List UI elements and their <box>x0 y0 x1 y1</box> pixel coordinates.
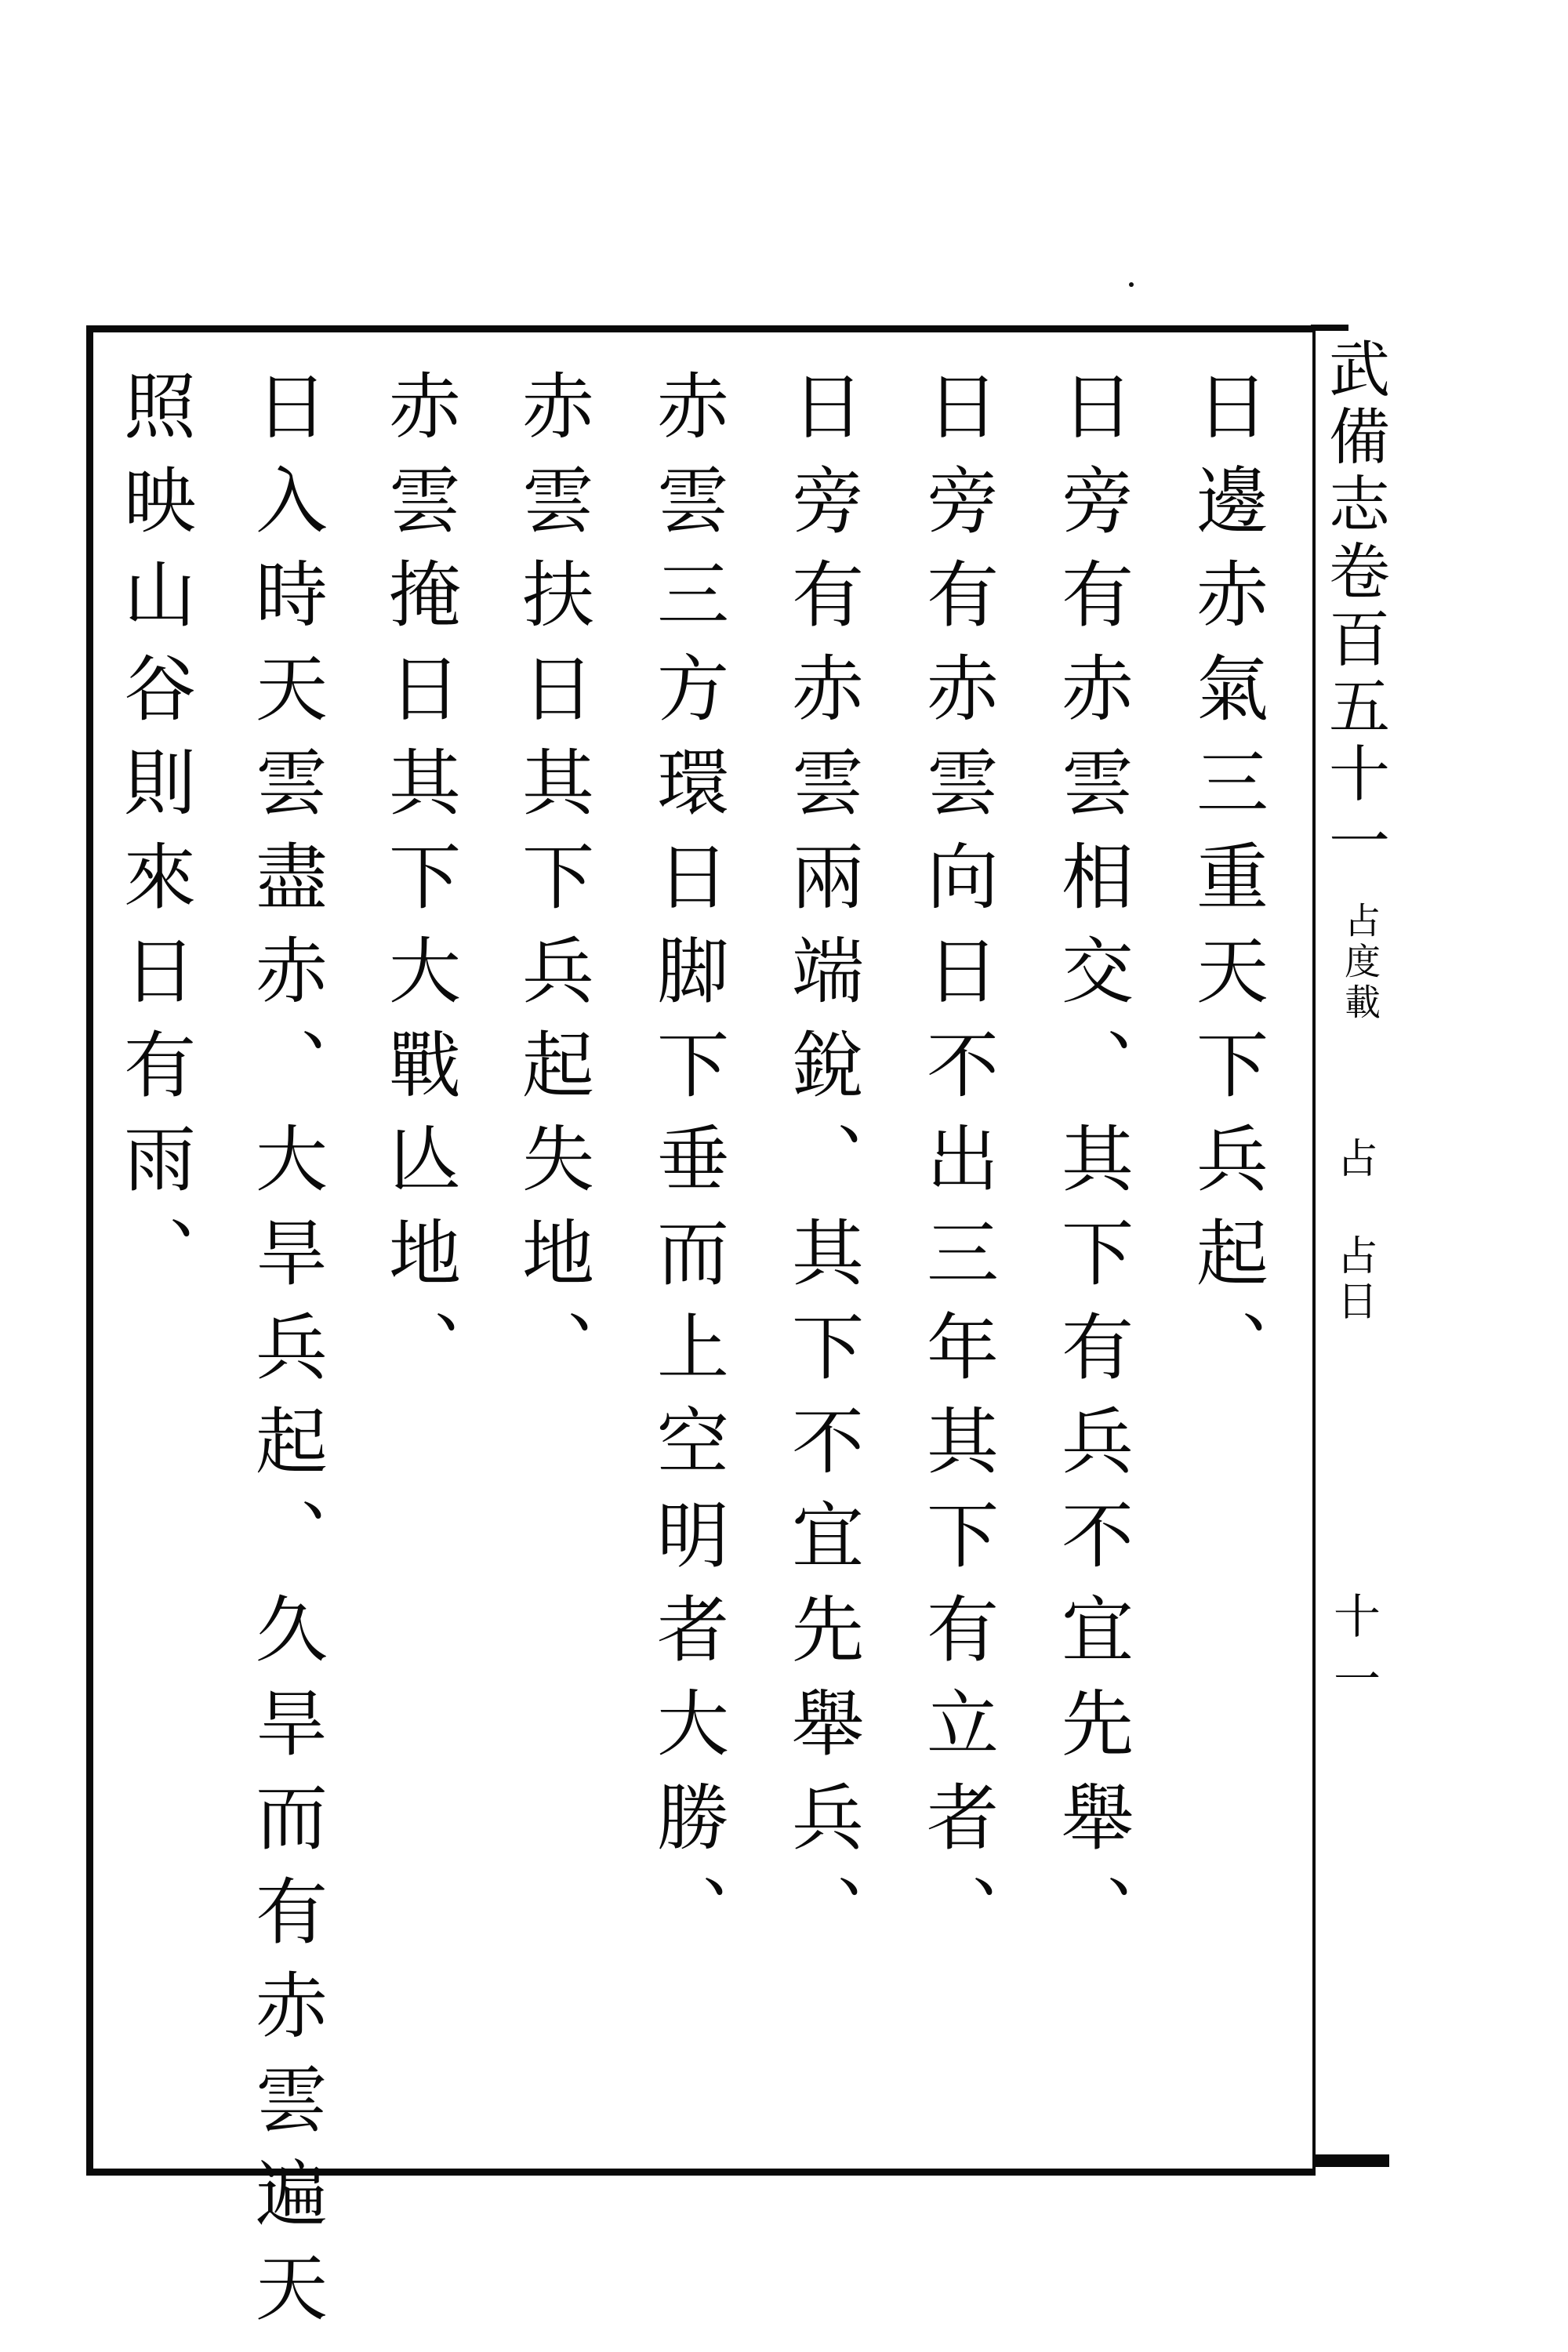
border-stub <box>1316 2154 1389 2167</box>
text-column-7: 赤雲掩日其下大戰亾地、 <box>377 368 461 1403</box>
text-column-1: 日邊赤氣三重天下兵起、 <box>1185 368 1269 1403</box>
text-column-9: 照映山谷則來日有雨、 <box>112 368 196 1309</box>
text-column-6: 赤雲扶日其下兵起失地、 <box>510 368 594 1403</box>
margin-subsection: 占 占日 <box>1330 1137 1377 1325</box>
margin-folio-number: 十一 <box>1326 1592 1381 1717</box>
text-column-4: 日旁有赤雲兩端銳、其下不宜先舉兵、 <box>780 368 864 1968</box>
margin-section: 占度載 <box>1339 902 1381 1024</box>
text-column-8: 日入時天雲盡赤、大旱兵起、久旱而有赤雲遍天 <box>244 368 328 2344</box>
text-column-2: 日旁有赤雲相交、其下有兵不宜先舉、 <box>1050 368 1134 1968</box>
text-column-3: 日旁有赤雲向日不出三年其下有立者、 <box>915 368 999 1968</box>
text-column-5: 赤雲三方環日脚下垂而上空明者大勝、 <box>645 368 729 1968</box>
border-corner <box>1311 325 1348 331</box>
margin-book-title: 武備志卷百五十一 <box>1319 337 1389 877</box>
ink-speck <box>1129 282 1134 287</box>
